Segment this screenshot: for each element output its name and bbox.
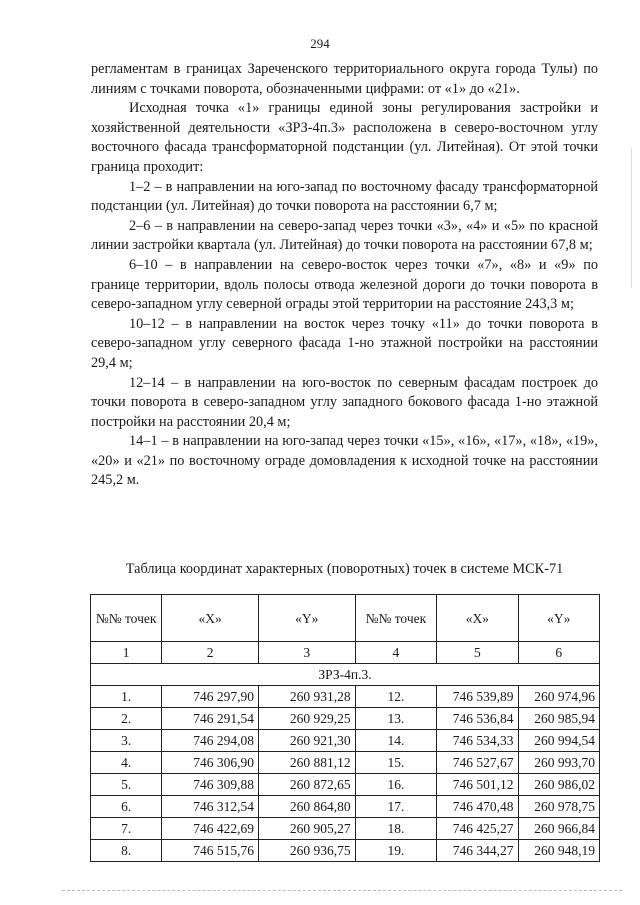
column-number: 3 — [258, 642, 355, 664]
point-number-cell: 2. — [91, 708, 162, 730]
paragraph-segment-14-1: 14–1 – в направлении на юго-запад через точки «15», «16», «17», «18», «19», «20» и «21» по восточному ограде домовладения к исходной точке на расстоянии 245,2 м. — [91, 433, 598, 489]
y-cell: 260 881,12 — [258, 752, 355, 774]
table-row — [91, 708, 600, 730]
table-row — [91, 840, 600, 862]
document-body — [91, 60, 598, 491]
scan-edge-mark — [631, 148, 632, 288]
paragraph-intro: регламентам в границах Зареченского территориального округа города Тулы) по линиям с точками поворота, обозначенными цифрами: от «1» до «21». — [91, 61, 598, 97]
coordinates-table — [90, 594, 600, 862]
point-number-cell: 15. — [355, 752, 436, 774]
column-number: 1 — [91, 642, 162, 664]
paragraph-segment-10-12: 10–12 – в направлении на восток через точку «11» до точки поворота в северо-западном углу северного фасада 1-но этажной постройки на расстоянии 29,4 м; — [91, 315, 598, 371]
y-cell: 260 864,80 — [258, 796, 355, 818]
table-row — [91, 730, 600, 752]
point-number-cell: 13. — [355, 708, 436, 730]
y-cell: 260 978,75 — [518, 796, 599, 818]
x-cell: 746 470,48 — [437, 796, 518, 818]
y-cell: 260 936,75 — [258, 840, 355, 862]
x-cell: 746 425,27 — [437, 818, 518, 840]
section-label: ЗРЗ-4п.3. — [91, 664, 600, 686]
paragraph-origin-point: Исходная точка «1» границы единой зоны регулирования застройки и хозяйственной деятельности «ЗРЗ-4п.3» расположена в северо-восточном углу восточного фасада трансформаторной подстанции (ул. Литейная). От этой точки граница проходит: — [91, 100, 598, 175]
table-row — [91, 686, 600, 708]
y-cell: 260 929,25 — [258, 708, 355, 730]
x-cell: 746 297,90 — [162, 686, 259, 708]
scan-bottom-line — [62, 890, 622, 891]
x-cell: 746 309,88 — [162, 774, 259, 796]
header-x-1: «X» — [162, 595, 259, 642]
header-y-1: «Y» — [258, 595, 355, 642]
x-cell: 746 515,76 — [162, 840, 259, 862]
point-number-cell: 14. — [355, 730, 436, 752]
x-cell: 746 312,54 — [162, 796, 259, 818]
x-cell: 746 527,67 — [437, 752, 518, 774]
table-row — [91, 818, 600, 840]
point-number-cell: 7. — [91, 818, 162, 840]
table-row — [91, 752, 600, 774]
column-number: 2 — [162, 642, 259, 664]
y-cell: 260 905,27 — [258, 818, 355, 840]
y-cell: 260 993,70 — [518, 752, 599, 774]
point-number-cell: 1. — [91, 686, 162, 708]
page-number: 294 — [310, 36, 330, 51]
column-number: 4 — [355, 642, 436, 664]
point-number-cell: 4. — [91, 752, 162, 774]
point-number-cell: 12. — [355, 686, 436, 708]
table-row — [91, 796, 600, 818]
column-number-row — [91, 642, 600, 664]
y-cell: 260 931,28 — [258, 686, 355, 708]
table-header-row — [91, 595, 600, 642]
y-cell: 260 994,54 — [518, 730, 599, 752]
y-cell: 260 948,19 — [518, 840, 599, 862]
header-point-number-1: №№ точек — [91, 595, 162, 642]
header-y-2: «Y» — [518, 595, 599, 642]
column-number: 6 — [518, 642, 599, 664]
point-number-cell: 18. — [355, 818, 436, 840]
point-number-cell: 19. — [355, 840, 436, 862]
paragraph-segment-12-14: 12–14 – в направлении на юго-восток по северным фасадам построек до точки поворота в северо-западном углу западного бокового фасада 1-но этажной постройки на расстоянии 20,4 м; — [91, 374, 598, 430]
y-cell: 260 985,94 — [518, 708, 599, 730]
paragraph-segment-1-2: 1–2 – в направлении на юго-запад по восточному фасаду трансформаторной подстанции (ул. Литейная) до точки поворота на расстоянии 6,7 м; — [91, 178, 598, 215]
point-number-cell: 5. — [91, 774, 162, 796]
x-cell: 746 291,54 — [162, 708, 259, 730]
y-cell: 260 921,30 — [258, 730, 355, 752]
header-x-2: «X» — [437, 595, 518, 642]
point-number-cell: 3. — [91, 730, 162, 752]
x-cell: 746 534,33 — [437, 730, 518, 752]
table-row — [91, 774, 600, 796]
x-cell: 746 536,84 — [437, 708, 518, 730]
y-cell: 260 966,84 — [518, 818, 599, 840]
table-caption: Таблица координат характерных (поворотных) точек в системе МСК-71 — [125, 561, 564, 577]
paragraph-segment-2-6: 2–6 – в направлении на северо-запад через точки «3», «4» и «5» по красной линии застройки квартала (ул. Литейная) до точки поворота на расстоянии 67,8 м; — [91, 217, 598, 254]
x-cell: 746 344,27 — [437, 840, 518, 862]
point-number-cell: 16. — [355, 774, 436, 796]
section-row — [91, 664, 600, 686]
y-cell: 260 986,02 — [518, 774, 599, 796]
x-cell: 746 306,90 — [162, 752, 259, 774]
x-cell: 746 422,69 — [162, 818, 259, 840]
header-point-number-2: №№ точек — [355, 595, 436, 642]
y-cell: 260 974,96 — [518, 686, 599, 708]
point-number-cell: 17. — [355, 796, 436, 818]
x-cell: 746 294,08 — [162, 730, 259, 752]
y-cell: 260 872,65 — [258, 774, 355, 796]
x-cell: 746 501,12 — [437, 774, 518, 796]
point-number-cell: 6. — [91, 796, 162, 818]
paragraph-segment-6-10: 6–10 – в направлении на северо-восток через точки «7», «8» и «9» по границе территории, вдоль полосы отвода железной дороги до точки поворота в северо-западном углу северной ограды этой территории на расстояние 243,3 м; — [91, 256, 598, 313]
column-number: 5 — [437, 642, 518, 664]
point-number-cell: 8. — [91, 840, 162, 862]
x-cell: 746 539,89 — [437, 686, 518, 708]
